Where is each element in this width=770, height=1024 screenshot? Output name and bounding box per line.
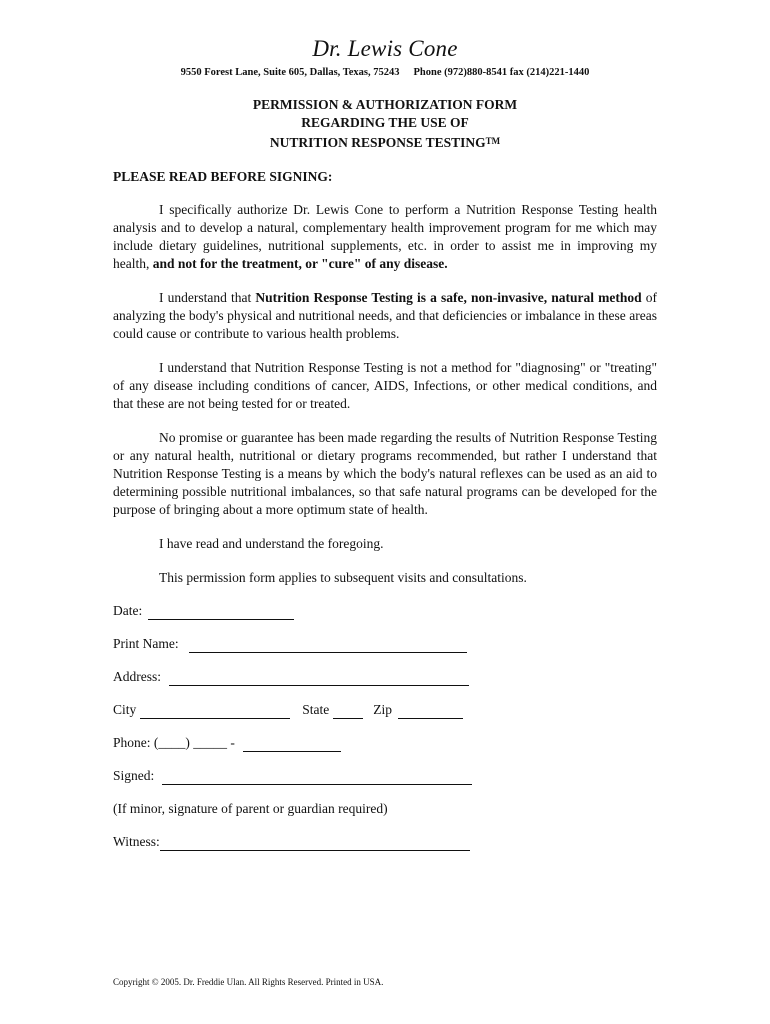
witness-field (113, 833, 657, 851)
zip-input-line[interactable] (398, 705, 463, 719)
not-diagnosis-paragraph: I understand that Nutrition Response Testing is not a method for "diagnosing" or "treating" of any disease including conditions of cancer, AIDS, Infections, or other medical conditions, and that these are not being tested for or treated. (113, 360, 657, 411)
read-understand-paragraph: I have read and understand the foregoing. (159, 536, 384, 551)
state-label: State (302, 702, 330, 717)
form-title-line-1: PERMISSION & AUTHORIZATION FORM (252, 97, 518, 112)
form-title-line-3-text: NUTRITION RESPONSE TESTING (269, 135, 486, 150)
form-title-line-3 (113, 132, 657, 152)
address-field (113, 668, 657, 686)
print-name-input-line[interactable] (189, 639, 467, 653)
address-input-line[interactable] (169, 672, 469, 686)
phone-input-line[interactable] (243, 738, 341, 752)
signed-field (113, 767, 657, 785)
doctor-name: Dr. Lewis Cone (312, 36, 458, 61)
subsequent-visits-paragraph: This permission form applies to subsequent visits and consultations. (159, 570, 527, 585)
date-input-line[interactable] (148, 606, 294, 620)
witness-input-line[interactable] (160, 837, 470, 851)
trademark-symbol: TM (485, 136, 501, 146)
phone-label: Phone: (____) _____ - (113, 735, 235, 750)
phone-field (113, 734, 657, 752)
form-title (113, 96, 657, 152)
minor-signature-note: (If minor, signature of parent or guardian required) (113, 801, 388, 816)
address-line (113, 66, 657, 80)
authorization-text: I specifically authorize Dr. Lewis Cone to perform a Nutrition Response Testing health analysis and to develop a natural, complementary health improvement program for me which may include dietary guidelines, nutritional supplements, etc. in order to assist me in improving my health, (113, 202, 657, 271)
date-label: Date: (113, 603, 143, 618)
authorization-paragraph (113, 201, 657, 273)
copyright-footer: Copyright © 2005. Dr. Freddie Ulan. All Rights Reserved. Printed in USA. (113, 977, 384, 987)
city-input-line[interactable] (140, 705, 290, 719)
zip-label: Zip (373, 702, 393, 717)
print-name-field (113, 635, 657, 653)
safety-text-post: of analyzing the body's physical and nutritional needs, and that deficiencies or imbalance in these areas could cause or contribute to various health problems. (113, 290, 657, 341)
read-before-signing-heading: PLEASE READ BEFORE SIGNING: (113, 169, 333, 184)
date-field (113, 602, 657, 620)
signature-input-line[interactable] (162, 771, 472, 785)
office-address: 9550 Forest Lane, Suite 605, Dallas, Texas, 75243 (180, 67, 400, 78)
address-label: Address: (113, 669, 161, 684)
city-label: City (113, 702, 137, 717)
safety-text-pre: I understand that (159, 290, 256, 305)
form-title-line-2: REGARDING THE USE OF (301, 115, 469, 130)
signed-label: Signed: (113, 768, 155, 783)
authorization-bold-text: and not for the treatment, or "cure" of any disease. (152, 256, 448, 271)
office-phone: Phone (972)880-8541 fax (214)221-1440 (413, 67, 590, 78)
state-input-line[interactable] (333, 705, 363, 719)
city-state-zip-field (113, 701, 657, 719)
witness-label: Witness: (113, 834, 160, 849)
safety-paragraph (113, 289, 657, 343)
print-name-label: Print Name: (113, 636, 179, 651)
no-guarantee-paragraph: No promise or guarantee has been made regarding the results of Nutrition Response Testing or any natural health, nutritional or dietary programs recommended, but rather I understand that Nutrition Response Testing is a means by which the body's natural reflexes can be used as an aid to determining possible nutritional imbalances, so that safe natural programs can be developed for the purpose of bringing about a more optimum state of health. (113, 430, 657, 517)
safety-bold-text: Nutrition Response Testing is a safe, non-invasive, natural method (255, 290, 642, 305)
